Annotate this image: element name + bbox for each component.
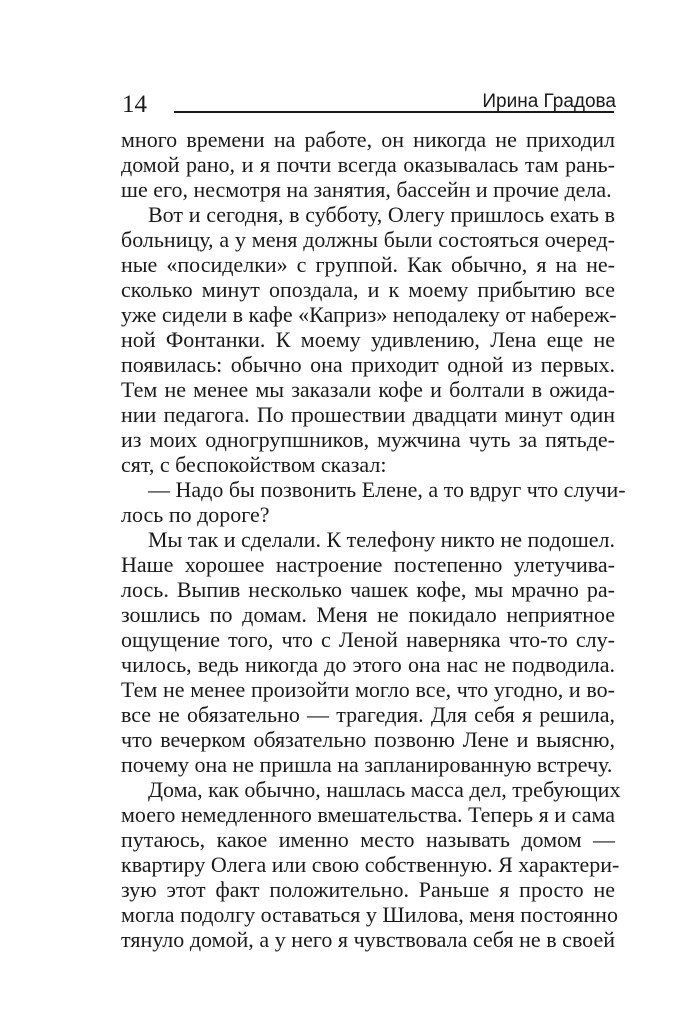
text-line: Мы так и сделали. К телефону никто не подошел. [148,527,615,552]
text-line: Тем не менее произойти могло все, что угодно, и во- [121,677,615,702]
text-line: ной Фонтанки. К моему удивлению, Лена еще не [121,327,615,352]
paragraph [121,527,615,777]
text-line: лось по дороге? [121,502,270,527]
text-line: Наше хорошее настроение постепенно улетучива- [121,552,615,577]
text-line: появилась: обычно она приходит одной из первых. [121,352,615,377]
running-head-author: Ирина Градова [482,91,616,112]
paragraph [121,477,626,527]
text-line: из моих одногрупшников, мужчина чуть за пятьде- [121,427,615,452]
text-line: сят, с беспокойством сказал: [121,452,387,477]
text-line: моего немедленного вмешательства. Теперь я и сама [121,802,615,827]
text-line: много времени на работе, он никогда не приходил [121,127,615,152]
text-line: — Надо бы позвонить Елене, а то вдруг что случи- [148,477,626,502]
text-line: все не обязательно — трагедия. Для себя я решила, [121,702,615,727]
text-line: путаюсь, какое именно место называть домом — [121,827,615,852]
text-line: зую этот факт положительно. Раньше я просто не [121,877,615,902]
text-line: могла подолгу оставаться у Шилова, меня постоянно [121,902,618,927]
text-line: чилось, ведь никогда до этого она нас не подводила. [121,652,615,677]
text-line: ные «посиделки» с группой. Как обычно, я на не- [121,252,615,277]
body-text [121,127,626,952]
text-line: больницу, а у меня должны были состояться очеред- [121,227,615,252]
text-line: ощущение того, что с Леной наверняка что-то слу- [121,627,615,652]
text-line: зошлись по домам. Меня не покидало неприятное [121,602,615,627]
text-line: лось. Выпив несколько чашек кофе, мы мрачно ра- [121,577,615,602]
paragraph [121,202,615,477]
text-line: уже сидели в кафе «Каприз» неподалеку от набереж- [121,302,617,327]
text-line: Тем не менее мы заказали кофе и болтали в ожида- [121,377,615,402]
text-line: тянуло домой, а у него я чувствовала себя не в своей [121,927,615,952]
paragraph [121,777,621,952]
text-line: Вот и сегодня, в субботу, Олегу пришлось ехать в [148,202,615,227]
paragraph [121,127,615,202]
text-line: почему она не пришла на запланированную встречу. [121,752,613,777]
text-line: домой рано, и я почти всегда оказывалась там рань- [121,152,615,177]
text-line: квартиру Олега или свою собственную. Я характери- [121,852,620,877]
text-line: ше его, несмотря на занятия, бассейн и прочие дела. [121,177,612,202]
text-line: нии педагога. По прошествии двадцати минут один [121,402,615,427]
text-line: Дома, как обычно, нашлась масса дел, требующих [148,777,621,802]
text-line: сколько минут опоздала, и к моему прибытию все [121,277,615,302]
text-line: что вечерком обязательно позвоню Лене и выясню, [121,727,615,752]
page-number: 14 [122,91,147,118]
